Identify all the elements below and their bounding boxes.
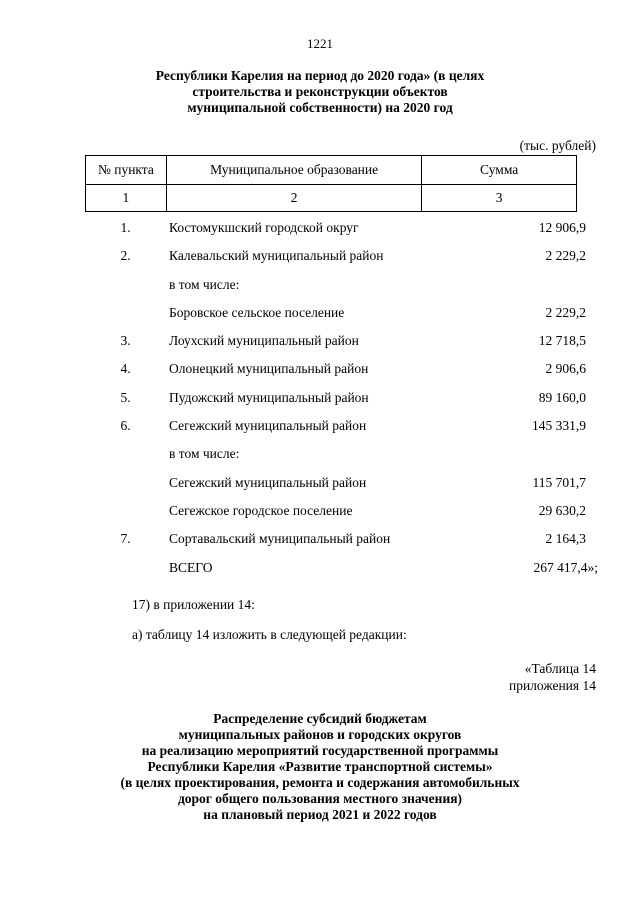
row-name: Сегежский муниципальный район [169, 474, 367, 490]
heading-line: дорог общего пользования местного значения) [177, 791, 463, 806]
row-sum: 89 160,0 [538, 389, 586, 405]
row-name: Сортавальский муниципальный район [169, 531, 391, 547]
row-name: Сегежское городское поселение [169, 502, 353, 518]
units-label: (тыс. рублей) [519, 138, 596, 153]
row-number: 2. [120, 248, 131, 264]
column-index: 1 [86, 185, 167, 212]
table-reference [509, 660, 596, 694]
row-sum: 267 417,4»; [533, 559, 598, 575]
column-header-number: № пункта [86, 156, 167, 185]
row-number: 5. [120, 389, 131, 405]
row-sum: 115 701,7 [532, 474, 586, 490]
page-number: 1221 [307, 36, 333, 51]
column-header-municipality: Муниципальное образование [166, 156, 421, 185]
table-row [0, 412, 640, 440]
table-row [0, 299, 640, 327]
table-row [0, 440, 640, 468]
table-title [0, 711, 640, 823]
row-number: 1. [120, 220, 131, 235]
heading-line: муниципальных районов и городских округов [178, 727, 462, 742]
row-name: Лоухский муниципальный район [169, 333, 359, 349]
row-number: 3. [120, 333, 131, 349]
row-sum: 12 906,9 [538, 220, 586, 235]
heading-line: (в целях проектирования, ремонта и содержания автомобильных [120, 775, 520, 790]
row-sum: 145 331,9 [532, 418, 586, 434]
row-name: Пудожский муниципальный район [169, 389, 369, 405]
heading-line: Республики Карелия «Развитие транспортной системы» [147, 759, 493, 774]
row-name: Костомукшский городской округ [169, 220, 359, 235]
row-sum: 2 229,2 [545, 248, 586, 264]
row-name: в том числе: [169, 276, 240, 292]
heading-line: Распределение субсидий бюджетам [213, 711, 427, 726]
table-row [0, 497, 640, 525]
amendment-paragraph: 17) в приложении 14: [132, 597, 255, 612]
table-row [0, 271, 640, 299]
row-sum: 2 229,2 [545, 304, 586, 320]
table-row [0, 355, 640, 383]
table-header-row [86, 156, 577, 185]
row-name: в том числе: [169, 446, 240, 462]
table-row [0, 242, 640, 270]
table-row [0, 214, 640, 242]
row-name: ВСЕГО [169, 559, 213, 575]
row-number: 4. [120, 361, 131, 377]
column-header-sum: Сумма [422, 156, 577, 185]
column-index: 3 [422, 185, 577, 212]
table-row [0, 384, 640, 412]
table-row [0, 469, 640, 497]
row-sum: 2 906,6 [545, 361, 586, 377]
row-name: Сегежский муниципальный район [169, 418, 367, 434]
heading-line: строительства и реконструкции объектов [192, 84, 448, 99]
table-row-total [0, 554, 640, 582]
section-heading [0, 68, 640, 116]
table-reference-line: приложения 14 [508, 678, 596, 693]
row-name: Калевальский муниципальный район [169, 248, 384, 264]
table-reference-line: «Таблица 14 [524, 661, 596, 676]
row-sum: 12 718,5 [538, 333, 586, 349]
row-number: 6. [120, 418, 131, 434]
heading-line: Республики Карелия на период до 2020 года» (в целях [155, 68, 485, 83]
row-name: Олонецкий муниципальный район [169, 361, 369, 377]
row-number: 7. [120, 531, 131, 547]
table-row [0, 327, 640, 355]
table-header [85, 155, 577, 212]
column-index: 2 [166, 185, 421, 212]
table-index-row [86, 185, 577, 212]
heading-line: на плановый период 2021 и 2022 годов [203, 807, 437, 822]
table-row [0, 525, 640, 553]
row-sum: 2 164,3 [545, 531, 586, 547]
table-body [0, 214, 640, 582]
row-sum: 29 630,2 [538, 502, 586, 518]
heading-line: муниципальной собственности) на 2020 год [187, 100, 453, 115]
heading-line: на реализацию мероприятий государственной программы [141, 743, 499, 758]
amendment-subparagraph: а) таблицу 14 изложить в следующей редакции: [132, 627, 407, 642]
row-name: Боровское сельское поселение [169, 304, 345, 320]
